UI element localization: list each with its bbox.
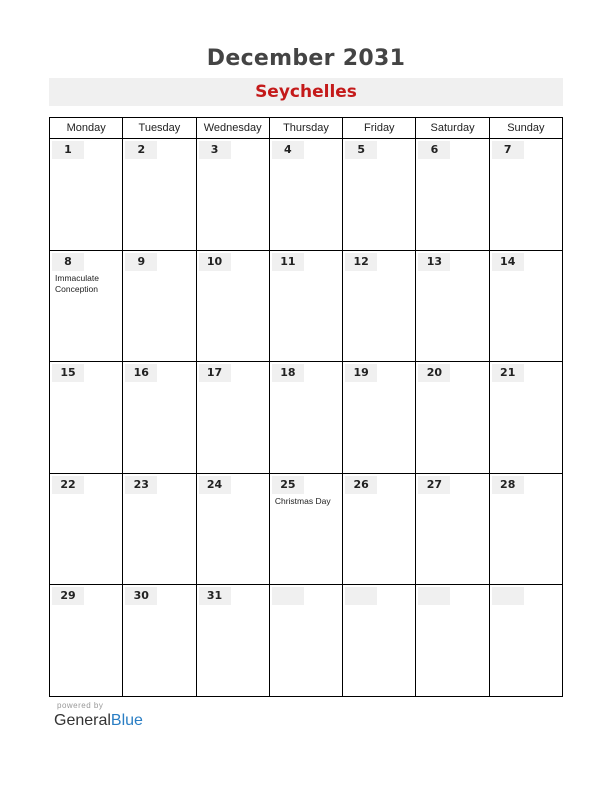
page-title: December 2031 xyxy=(206,46,406,71)
day-number: 23 xyxy=(125,476,157,494)
day-cell[interactable] xyxy=(416,251,489,363)
day-number: 3 xyxy=(199,141,231,159)
day-cell[interactable] xyxy=(270,474,343,586)
country-name: Seychelles xyxy=(255,82,357,102)
day-cell[interactable] xyxy=(343,362,416,474)
day-number: 5 xyxy=(345,141,377,159)
day-cell[interactable] xyxy=(197,139,270,251)
brand-blue: Blue xyxy=(110,712,143,729)
day-cell[interactable] xyxy=(490,362,563,474)
day-cell[interactable] xyxy=(490,474,563,586)
day-cell[interactable] xyxy=(416,362,489,474)
weekday-header-thursday: Thursday xyxy=(270,118,343,139)
powered-by-label: powered by xyxy=(57,701,104,710)
holiday-label: Christmas Day xyxy=(274,495,331,506)
day-cell[interactable] xyxy=(123,251,196,363)
day-number: 13 xyxy=(418,253,450,271)
day-number: 27 xyxy=(418,476,450,494)
day-cell[interactable] xyxy=(123,139,196,251)
day-cell[interactable] xyxy=(490,139,563,251)
day-number: 6 xyxy=(418,141,450,159)
day-cell[interactable] xyxy=(197,362,270,474)
day-number: 7 xyxy=(492,141,524,159)
day-number: 10 xyxy=(199,253,231,271)
day-number: 30 xyxy=(125,587,157,605)
day-cell[interactable] xyxy=(270,585,343,697)
weekday-header-tuesday: Tuesday xyxy=(123,118,196,139)
day-cell[interactable] xyxy=(50,585,123,697)
day-number: 28 xyxy=(492,476,524,494)
brand-general: General xyxy=(54,712,111,729)
day-number xyxy=(492,587,524,605)
day-number: 11 xyxy=(272,253,304,271)
day-cell[interactable] xyxy=(50,474,123,586)
day-number: 1 xyxy=(52,141,84,159)
day-cell[interactable] xyxy=(416,474,489,586)
weekday-header-sunday: Sunday xyxy=(490,118,563,139)
day-cell[interactable] xyxy=(50,139,123,251)
day-cell[interactable] xyxy=(50,362,123,474)
day-number: 18 xyxy=(272,364,304,382)
day-number: 26 xyxy=(345,476,377,494)
day-number: 16 xyxy=(125,364,157,382)
day-number: 20 xyxy=(418,364,450,382)
generalblue-logo[interactable] xyxy=(54,712,143,730)
weekday-header-friday: Friday xyxy=(343,118,416,139)
day-cell[interactable] xyxy=(343,139,416,251)
day-number: 22 xyxy=(52,476,84,494)
day-cell[interactable] xyxy=(197,474,270,586)
weekday-header-monday: Monday xyxy=(50,118,123,139)
holiday-label: Immaculate Conception xyxy=(55,272,99,294)
day-number: 17 xyxy=(199,364,231,382)
day-number: 9 xyxy=(125,253,157,271)
day-number: 29 xyxy=(52,587,84,605)
day-cell[interactable] xyxy=(123,362,196,474)
day-number xyxy=(272,587,304,605)
day-number: 8 xyxy=(52,253,84,271)
weekday-header-wednesday: Wednesday xyxy=(197,118,270,139)
day-number: 21 xyxy=(492,364,524,382)
day-number: 14 xyxy=(492,253,524,271)
calendar-grid xyxy=(49,117,563,697)
day-cell[interactable] xyxy=(197,251,270,363)
day-number xyxy=(345,587,377,605)
day-number xyxy=(418,587,450,605)
day-cell[interactable] xyxy=(197,585,270,697)
day-number: 4 xyxy=(272,141,304,159)
day-number: 2 xyxy=(125,141,157,159)
day-cell[interactable] xyxy=(416,585,489,697)
day-cell[interactable] xyxy=(270,139,343,251)
day-cell[interactable] xyxy=(123,585,196,697)
day-cell[interactable] xyxy=(343,474,416,586)
country-banner xyxy=(49,78,563,106)
weekday-header-saturday: Saturday xyxy=(416,118,489,139)
day-cell[interactable] xyxy=(343,585,416,697)
day-number: 19 xyxy=(345,364,377,382)
day-cell[interactable] xyxy=(343,251,416,363)
day-number: 12 xyxy=(345,253,377,271)
day-number: 25 xyxy=(272,476,304,494)
day-number: 31 xyxy=(199,587,231,605)
day-cell[interactable] xyxy=(416,139,489,251)
day-cell[interactable] xyxy=(270,251,343,363)
day-cell[interactable] xyxy=(490,251,563,363)
day-cell[interactable] xyxy=(123,474,196,586)
day-cell[interactable] xyxy=(50,251,123,363)
day-cell[interactable] xyxy=(490,585,563,697)
day-number: 24 xyxy=(199,476,231,494)
day-cell[interactable] xyxy=(270,362,343,474)
day-number: 15 xyxy=(52,364,84,382)
